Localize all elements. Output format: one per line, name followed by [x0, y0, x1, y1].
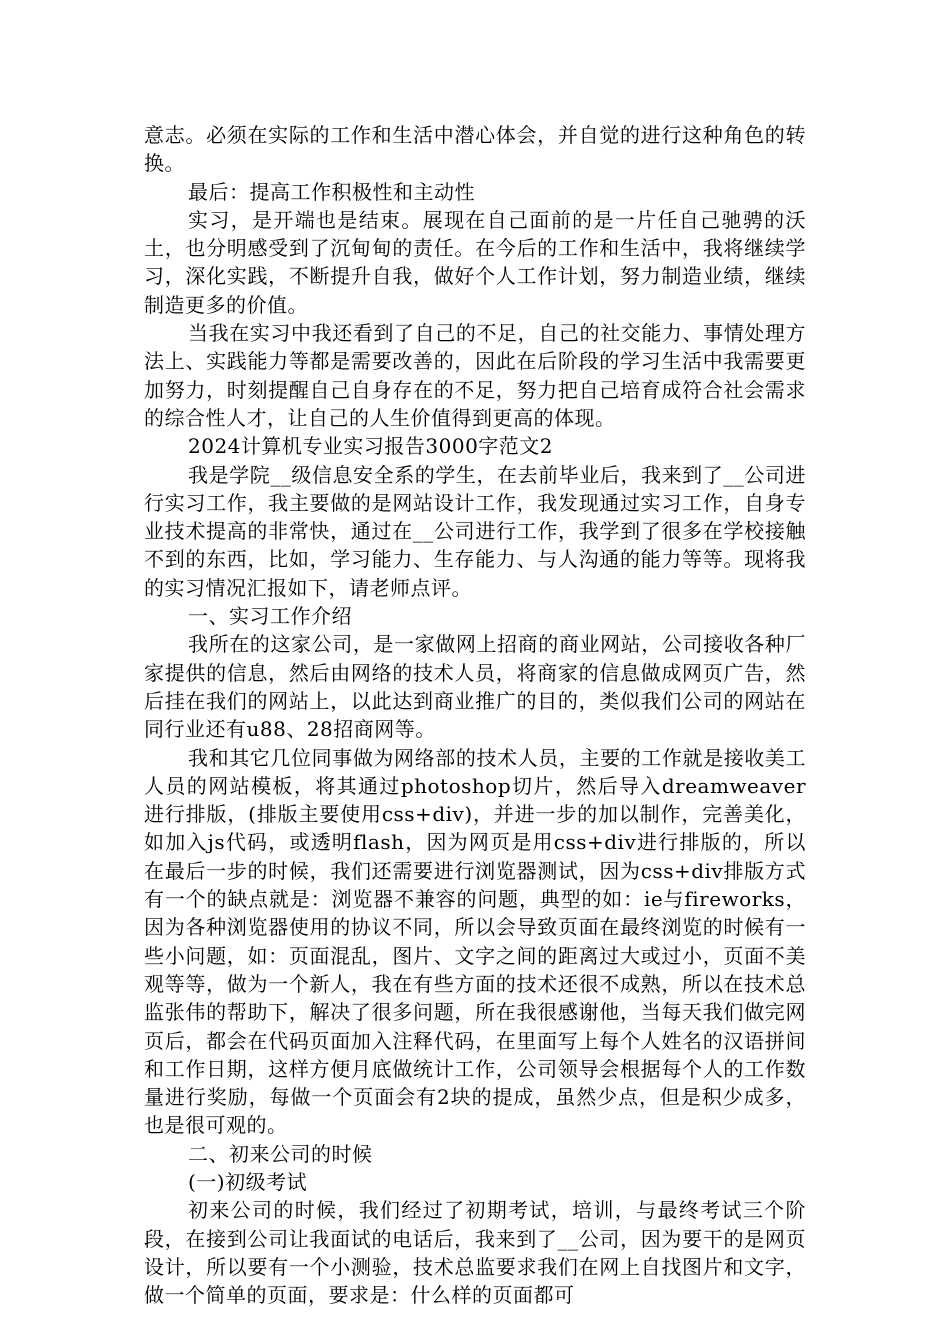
- paragraph-work-details: 我和其它几位同事做为网络部的技术人员，主要的工作就是接收美工人员的网站模板，将其通过photoshop切片，然后导入dreamweaver进行排版，(排版主要使用css+div)，并进一步的加以制作，完善美化，如加入js代码，或透明flash，因为网页是用css+div进行排版的，所以在最后一步的时候，我们还需要进行浏览器测试，因为css+div排版方式有一个的缺点就是：浏览器不兼容的问题，典型的如：ie与fireworks，因为各种浏览器使用的协议不同，所以会导致页面在最终浏览的时候有一些小问题，如：页面混乱，图片、文字之间的距离过大或过小，页面不美观等等，做为一个新人，我在有些方面的技术还很不成熟，所以在技术总监张伟的帮助下，解决了很多问题，所在我很感谢他，当每天我们做完网页后，都会在代码页面加入注释代码，在里面写上每个人姓名的汉语拼间和工作日期，这样方便月底做统计工作，公司领导会根据每个人的工作数量进行奖励，每做一个页面会有2块的提成，虽然少点，但是积少成多，也是很可观的。: [144, 745, 806, 1138]
- heading-report-title-2: 2024计算机专业实习报告3000字范文2: [188, 434, 554, 459]
- paragraph-intro: 我是学院__级信息安全系的学生，在去前毕业后，我来到了__公司进行实习工作，我主要做的是网站设计工作，我发现通过实习工作，自身专业技术提高的非常快，通过在__公司进行工作，我学到了很多在学校接触不到的东西，比如，学习能力、生存能力、与人沟通的能力等等。现将我的实习情况汇报如下，请老师点评。: [144, 462, 806, 600]
- heading-section-2: 二、初来公司的时候: [188, 1141, 373, 1166]
- paragraph-internship-end: 实习，是开端也是结束。展现在自己面前的是一片任自己驰骋的沃土，也分明感受到了沉甸甸的责任。在今后的工作和生活中，我将继续学习，深化实践，不断提升自我，做好个人工作计划，努力制造业绩，继续制造更多的价值。: [144, 207, 806, 317]
- heading-subsection-1: (一)初级考试: [188, 1169, 308, 1194]
- heading-last-point: 最后：提高工作积极性和主动性: [188, 179, 475, 204]
- paragraph-company: 我所在的这家公司，是一家做网上招商的商业网站，公司接收各种厂家提供的信息，然后由网络的技术人员，将商家的信息做成网页广告，然后挂在我们的网站上，以此达到商业推广的目的，类似我们公司的网站在同行业还有u88、28招商网等。: [144, 632, 806, 742]
- document-page: [144, 121, 806, 1309]
- heading-section-1: 一、实习工作介绍: [188, 604, 352, 629]
- paragraph-opening: 意志。必须在实际的工作和生活中潜心体会，并自觉的进行这种角色的转换。: [144, 123, 806, 176]
- paragraph-shortcomings: 当我在实习中我还看到了自己的不足，自己的社交能力、事情处理方法上、实践能力等都是需要改善的，因此在后阶段的学习生活中我需要更加努力，时刻提醒自己自身存在的不足，努力把自己培育成符合社会需求的综合性人才，让自己的人生价值得到更高的体现。: [144, 321, 806, 430]
- paragraph-initial-exam: 初来公司的时候，我们经过了初期考试，培训，与最终考试三个阶段，在接到公司让我面试的电话后，我来到了__公司，因为要干的是网页设计，所以要有一个小测验，技术总监要求我们在网上自找图片和文字，做一个简单的页面，要求是：什么样的页面都可: [144, 1198, 806, 1308]
